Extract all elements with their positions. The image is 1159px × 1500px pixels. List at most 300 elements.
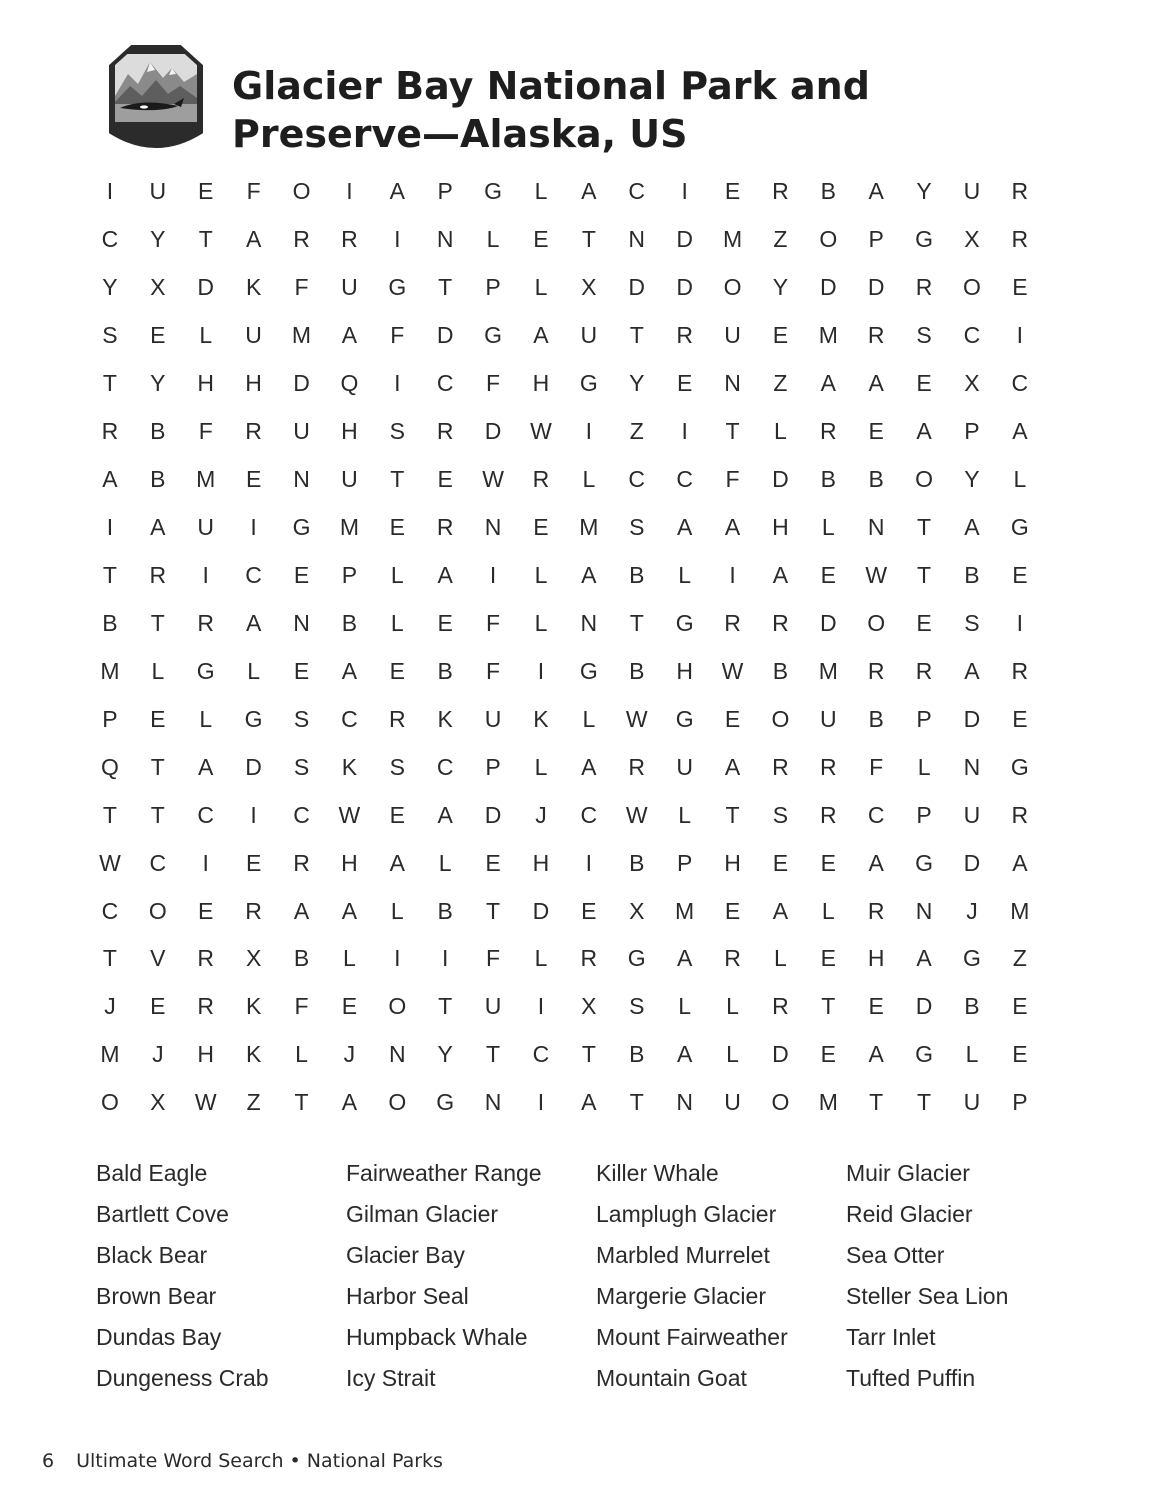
grid-letter[interactable]: R [819, 753, 837, 780]
grid-letter[interactable]: C [341, 705, 358, 732]
grid-letter[interactable]: A [245, 609, 262, 636]
grid-letter[interactable]: T [917, 1089, 932, 1116]
grid-letter[interactable]: E [1012, 1041, 1028, 1068]
grid-letter[interactable]: G [627, 945, 646, 972]
grid-letter[interactable]: R [197, 993, 215, 1020]
grid-letter[interactable]: R [532, 466, 550, 493]
grid-letter[interactable]: A [245, 226, 262, 253]
grid-letter[interactable]: O [819, 226, 838, 253]
grid-letter[interactable]: N [436, 226, 454, 253]
grid-letter[interactable]: R [724, 945, 741, 972]
grid-letter[interactable]: L [534, 753, 548, 780]
grid-letter[interactable]: E [916, 609, 932, 636]
grid-letter[interactable]: B [629, 849, 645, 876]
grid-letter[interactable]: E [724, 178, 741, 205]
grid-letter[interactable]: K [533, 705, 549, 732]
grid-letter[interactable]: T [917, 561, 932, 588]
grid-letter[interactable]: Z [773, 226, 788, 253]
grid-letter[interactable]: P [1012, 1089, 1028, 1116]
grid-letter[interactable]: L [774, 945, 787, 972]
grid-letter[interactable]: Q [101, 753, 119, 780]
grid-letter[interactable]: Z [773, 370, 788, 397]
grid-letter[interactable]: C [580, 801, 598, 828]
grid-letter[interactable]: W [721, 657, 744, 684]
grid-letter[interactable]: A [581, 178, 597, 205]
grid-letter[interactable]: B [629, 657, 645, 684]
grid-letter[interactable]: S [102, 322, 118, 349]
grid-letter[interactable]: X [581, 993, 597, 1020]
grid-letter[interactable]: C [101, 897, 119, 924]
grid-letter[interactable]: M [196, 466, 216, 493]
grid-letter[interactable]: M [339, 514, 359, 541]
grid-letter[interactable]: P [916, 705, 932, 732]
grid-letter[interactable]: G [436, 1089, 455, 1116]
grid-letter[interactable]: D [676, 274, 693, 301]
grid-letter[interactable]: T [102, 945, 117, 972]
grid-letter[interactable]: C [149, 849, 167, 876]
grid-letter[interactable]: E [245, 849, 262, 876]
grid-letter[interactable]: W [99, 849, 121, 876]
grid-letter[interactable]: D [293, 370, 310, 397]
grid-letter[interactable]: G [484, 178, 503, 205]
grid-letter[interactable]: I [394, 945, 401, 972]
grid-letter[interactable]: N [293, 609, 310, 636]
grid-letter[interactable]: R [772, 753, 789, 780]
grid-letter[interactable]: G [388, 274, 407, 301]
grid-letter[interactable]: O [148, 897, 167, 924]
grid-letter[interactable]: B [102, 609, 118, 636]
grid-letter[interactable]: G [292, 514, 311, 541]
grid-letter[interactable]: G [915, 849, 934, 876]
grid-letter[interactable]: L [1013, 466, 1027, 493]
grid-letter[interactable]: B [341, 609, 358, 636]
grid-letter[interactable]: G [915, 1041, 934, 1068]
grid-letter[interactable]: X [150, 274, 166, 301]
grid-letter[interactable]: A [341, 1089, 358, 1116]
grid-letter[interactable]: A [1012, 418, 1028, 445]
grid-letter[interactable]: B [437, 897, 453, 924]
grid-letter[interactable]: U [963, 801, 981, 828]
grid-letter[interactable]: C [676, 466, 693, 493]
grid-letter[interactable]: A [581, 1089, 597, 1116]
grid-letter[interactable]: T [629, 609, 644, 636]
grid-letter[interactable]: M [579, 514, 599, 541]
grid-letter[interactable]: D [867, 274, 885, 301]
grid-letter[interactable]: K [245, 1041, 262, 1068]
grid-letter[interactable]: M [291, 322, 312, 349]
grid-letter[interactable]: S [629, 514, 645, 541]
grid-letter[interactable]: D [772, 1041, 789, 1068]
grid-letter[interactable]: F [725, 466, 740, 493]
grid-letter[interactable]: E [1012, 705, 1028, 732]
grid-letter[interactable]: I [537, 993, 545, 1020]
grid-letter[interactable]: N [915, 897, 933, 924]
grid-letter[interactable]: T [629, 1089, 644, 1116]
grid-letter[interactable]: T [869, 1089, 884, 1116]
grid-letter[interactable]: U [963, 178, 981, 205]
grid-letter[interactable]: T [486, 897, 501, 924]
grid-letter[interactable]: C [436, 370, 454, 397]
grid-letter[interactable]: W [482, 466, 504, 493]
grid-letter[interactable]: B [868, 705, 884, 732]
grid-letter[interactable]: B [964, 993, 980, 1020]
grid-letter[interactable]: L [343, 945, 356, 972]
grid-letter[interactable]: R [676, 322, 693, 349]
grid-letter[interactable]: R [436, 418, 454, 445]
grid-letter[interactable]: A [437, 561, 453, 588]
grid-letter[interactable]: U [149, 178, 167, 205]
grid-letter[interactable]: D [532, 897, 550, 924]
grid-letter[interactable]: B [964, 561, 980, 588]
grid-letter[interactable]: R [915, 657, 933, 684]
grid-letter[interactable]: D [819, 609, 837, 636]
grid-letter[interactable]: P [485, 274, 501, 301]
grid-letter[interactable]: A [868, 370, 884, 397]
grid-letter[interactable]: A [581, 753, 597, 780]
grid-letter[interactable]: J [966, 897, 978, 924]
grid-letter[interactable]: Q [340, 370, 359, 397]
grid-letter[interactable]: M [818, 1089, 838, 1116]
grid-letter[interactable]: A [868, 178, 884, 205]
grid-letter[interactable]: R [772, 178, 789, 205]
grid-letter[interactable]: U [724, 1089, 741, 1116]
grid-letter[interactable]: W [625, 705, 648, 732]
grid-letter[interactable]: R [724, 609, 741, 636]
grid-letter[interactable]: Y [772, 274, 789, 301]
grid-letter[interactable]: E [198, 897, 214, 924]
grid-letter[interactable]: A [293, 897, 310, 924]
grid-letter[interactable]: Y [964, 466, 980, 493]
grid-letter[interactable]: R [436, 514, 454, 541]
grid-letter[interactable]: H [532, 370, 550, 397]
grid-letter[interactable]: E [820, 945, 836, 972]
grid-letter[interactable]: A [772, 897, 789, 924]
grid-letter[interactable]: H [867, 945, 885, 972]
grid-letter[interactable]: O [388, 993, 407, 1020]
grid-letter[interactable]: R [580, 945, 598, 972]
grid-letter[interactable]: H [197, 1041, 215, 1068]
grid-letter[interactable]: L [774, 418, 787, 445]
grid-letter[interactable]: T [294, 1089, 309, 1116]
grid-letter[interactable]: J [104, 993, 116, 1020]
grid-letter[interactable]: I [394, 226, 401, 253]
grid-letter[interactable]: A [916, 418, 932, 445]
grid-letter[interactable]: R [341, 226, 358, 253]
grid-letter[interactable]: P [485, 753, 501, 780]
grid-letter[interactable]: R [293, 849, 310, 876]
grid-letter[interactable]: T [438, 993, 453, 1020]
grid-letter[interactable]: A [533, 322, 549, 349]
grid-letter[interactable]: R [628, 753, 646, 780]
grid-letter[interactable]: A [916, 945, 932, 972]
grid-letter[interactable]: R [772, 993, 789, 1020]
grid-letter[interactable]: C [101, 226, 119, 253]
grid-letter[interactable]: K [245, 993, 262, 1020]
grid-letter[interactable]: B [150, 466, 166, 493]
grid-letter[interactable]: L [247, 657, 261, 684]
grid-letter[interactable]: G [244, 705, 263, 732]
grid-letter[interactable]: S [629, 993, 645, 1020]
grid-letter[interactable]: E [868, 418, 884, 445]
grid-letter[interactable]: E [1012, 274, 1028, 301]
grid-letter[interactable]: N [388, 1041, 406, 1068]
grid-letter[interactable]: E [389, 801, 405, 828]
grid-letter[interactable]: W [865, 561, 888, 588]
grid-letter[interactable]: H [724, 849, 741, 876]
grid-letter[interactable]: I [202, 561, 209, 588]
grid-letter[interactable]: N [724, 370, 741, 397]
grid-letter[interactable]: H [676, 657, 693, 684]
grid-letter[interactable]: H [245, 370, 262, 397]
grid-letter[interactable]: X [964, 226, 980, 253]
grid-letter[interactable]: R [915, 274, 933, 301]
grid-letter[interactable]: R [245, 897, 262, 924]
grid-letter[interactable]: G [1010, 514, 1029, 541]
grid-letter[interactable]: T [581, 226, 596, 253]
grid-letter[interactable]: R [149, 561, 167, 588]
grid-letter[interactable]: G [675, 705, 694, 732]
grid-letter[interactable]: P [964, 418, 980, 445]
grid-letter[interactable]: M [1010, 897, 1030, 924]
grid-letter[interactable]: E [389, 514, 405, 541]
grid-letter[interactable]: R [867, 897, 885, 924]
grid-letter[interactable]: I [250, 801, 257, 828]
grid-letter[interactable]: L [151, 657, 165, 684]
grid-letter[interactable]: I [585, 849, 593, 876]
grid-letter[interactable]: E [533, 514, 549, 541]
grid-letter[interactable]: R [293, 226, 310, 253]
grid-letter[interactable]: F [486, 370, 501, 397]
grid-letter[interactable]: S [964, 609, 980, 636]
grid-letter[interactable]: X [581, 274, 597, 301]
grid-letter[interactable]: Y [916, 178, 932, 205]
grid-letter[interactable]: L [390, 897, 404, 924]
grid-letter[interactable]: E [581, 897, 597, 924]
grid-letter[interactable]: T [581, 1041, 596, 1068]
grid-letter[interactable]: E [772, 849, 789, 876]
grid-letter[interactable]: X [245, 945, 262, 972]
grid-letter[interactable]: A [150, 514, 166, 541]
grid-letter[interactable]: C [245, 561, 262, 588]
grid-letter[interactable]: A [341, 657, 358, 684]
grid-letter[interactable]: B [629, 1041, 645, 1068]
grid-letter[interactable]: E [533, 226, 549, 253]
grid-letter[interactable]: J [343, 1041, 356, 1068]
grid-letter[interactable]: E [724, 705, 741, 732]
grid-letter[interactable]: I [681, 178, 688, 205]
grid-letter[interactable]: N [484, 514, 502, 541]
grid-letter[interactable]: A [964, 657, 980, 684]
grid-letter[interactable]: A [389, 849, 405, 876]
grid-letter[interactable]: H [197, 370, 215, 397]
grid-letter[interactable]: C [1011, 370, 1029, 397]
grid-letter[interactable]: O [771, 705, 790, 732]
grid-letter[interactable]: E [868, 993, 884, 1020]
grid-letter[interactable]: D [197, 274, 215, 301]
grid-letter[interactable]: D [436, 322, 454, 349]
grid-letter[interactable]: I [250, 514, 257, 541]
grid-letter[interactable]: A [437, 801, 453, 828]
grid-letter[interactable]: Z [629, 418, 644, 445]
grid-letter[interactable]: O [101, 1089, 119, 1116]
grid-letter[interactable]: G [675, 609, 694, 636]
grid-letter[interactable]: X [629, 897, 645, 924]
grid-letter[interactable]: B [820, 466, 836, 493]
grid-letter[interactable]: O [915, 466, 934, 493]
grid-letter[interactable]: E [724, 897, 741, 924]
grid-letter[interactable]: N [580, 609, 598, 636]
grid-letter[interactable]: L [390, 561, 404, 588]
grid-letter[interactable]: R [1011, 657, 1029, 684]
grid-letter[interactable]: E [293, 657, 310, 684]
grid-letter[interactable]: L [199, 322, 213, 349]
grid-letter[interactable]: O [771, 1089, 790, 1116]
grid-letter[interactable]: U [341, 466, 358, 493]
grid-letter[interactable]: L [199, 705, 213, 732]
grid-letter[interactable]: N [676, 1089, 693, 1116]
grid-letter[interactable]: N [628, 226, 646, 253]
grid-letter[interactable]: E [772, 322, 789, 349]
grid-letter[interactable]: D [628, 274, 646, 301]
grid-letter[interactable]: M [100, 657, 120, 684]
grid-letter[interactable]: B [868, 466, 884, 493]
grid-letter[interactable]: E [485, 849, 501, 876]
grid-letter[interactable]: E [820, 561, 836, 588]
grid-letter[interactable]: U [245, 322, 262, 349]
grid-letter[interactable]: T [102, 801, 117, 828]
grid-letter[interactable]: U [293, 418, 310, 445]
grid-letter[interactable]: O [867, 609, 886, 636]
grid-letter[interactable]: U [484, 705, 502, 732]
grid-letter[interactable]: U [819, 705, 837, 732]
grid-letter[interactable]: T [102, 370, 117, 397]
grid-letter[interactable]: P [868, 226, 884, 253]
grid-letter[interactable]: E [1012, 993, 1028, 1020]
grid-letter[interactable]: E [245, 466, 262, 493]
grid-letter[interactable]: B [820, 178, 836, 205]
grid-letter[interactable]: M [100, 1041, 120, 1068]
grid-letter[interactable]: A [868, 849, 884, 876]
grid-letter[interactable]: L [295, 1041, 308, 1068]
grid-letter[interactable]: T [150, 753, 165, 780]
grid-letter[interactable]: F [198, 418, 213, 445]
grid-letter[interactable]: L [582, 705, 596, 732]
grid-letter[interactable]: N [484, 1089, 502, 1116]
grid-letter[interactable]: D [772, 466, 789, 493]
grid-letter[interactable]: L [821, 514, 835, 541]
grid-letter[interactable]: F [294, 993, 309, 1020]
grid-letter[interactable]: I [1016, 609, 1024, 636]
grid-letter[interactable]: E [341, 993, 358, 1020]
grid-letter[interactable]: W [625, 801, 648, 828]
grid-letter[interactable]: A [198, 753, 214, 780]
grid-letter[interactable]: G [484, 322, 503, 349]
grid-letter[interactable]: A [1012, 849, 1028, 876]
grid-letter[interactable]: E [150, 993, 166, 1020]
grid-letter[interactable]: L [678, 993, 692, 1020]
grid-letter[interactable]: A [676, 945, 693, 972]
grid-letter[interactable]: P [437, 178, 453, 205]
grid-letter[interactable]: T [821, 993, 836, 1020]
grid-letter[interactable]: D [915, 993, 933, 1020]
grid-letter[interactable]: D [676, 226, 693, 253]
grid-letter[interactable]: B [437, 657, 453, 684]
grid-letter[interactable]: P [676, 849, 693, 876]
grid-letter[interactable]: J [152, 1041, 164, 1068]
grid-letter[interactable]: G [1010, 753, 1029, 780]
grid-letter[interactable]: T [438, 274, 453, 301]
grid-letter[interactable]: C [867, 801, 885, 828]
grid-letter[interactable]: I [441, 945, 449, 972]
grid-letter[interactable]: L [534, 178, 548, 205]
grid-letter[interactable]: I [1016, 322, 1024, 349]
grid-letter[interactable]: Z [1012, 945, 1027, 972]
grid-letter[interactable]: E [150, 705, 166, 732]
grid-letter[interactable]: M [722, 226, 743, 253]
grid-letter[interactable]: G [579, 370, 598, 397]
grid-letter[interactable]: S [772, 801, 789, 828]
grid-letter[interactable]: L [390, 609, 404, 636]
grid-letter[interactable]: L [486, 226, 500, 253]
grid-letter[interactable]: T [917, 514, 932, 541]
grid-letter[interactable]: K [341, 753, 358, 780]
grid-letter[interactable]: R [245, 418, 262, 445]
grid-letter[interactable]: D [484, 801, 502, 828]
grid-letter[interactable]: F [486, 945, 501, 972]
grid-letter[interactable]: Z [246, 1089, 261, 1116]
grid-letter[interactable]: F [390, 322, 405, 349]
grid-letter[interactable]: H [341, 849, 358, 876]
grid-letter[interactable]: T [486, 1041, 501, 1068]
grid-letter[interactable]: W [530, 418, 552, 445]
grid-letter[interactable]: R [197, 609, 215, 636]
grid-letter[interactable]: A [820, 370, 836, 397]
grid-letter[interactable]: C [197, 801, 215, 828]
grid-letter[interactable]: E [293, 561, 310, 588]
grid-letter[interactable]: R [388, 705, 406, 732]
grid-letter[interactable]: E [1012, 561, 1028, 588]
grid-letter[interactable]: Y [150, 226, 166, 253]
grid-letter[interactable]: K [245, 274, 262, 301]
grid-letter[interactable]: A [341, 322, 358, 349]
grid-letter[interactable]: T [198, 226, 213, 253]
grid-letter[interactable]: L [438, 849, 452, 876]
grid-letter[interactable]: F [869, 753, 884, 780]
grid-letter[interactable]: H [532, 849, 550, 876]
grid-letter[interactable]: C [628, 178, 646, 205]
grid-letter[interactable]: I [537, 1089, 545, 1116]
grid-letter[interactable]: D [819, 274, 837, 301]
grid-letter[interactable]: C [628, 466, 646, 493]
grid-letter[interactable]: R [867, 657, 885, 684]
grid-letter[interactable]: O [388, 1089, 407, 1116]
grid-letter[interactable]: S [293, 705, 310, 732]
grid-letter[interactable]: S [916, 322, 932, 349]
grid-letter[interactable]: N [963, 753, 981, 780]
grid-letter[interactable]: L [821, 897, 835, 924]
grid-letter[interactable]: A [772, 561, 789, 588]
grid-letter[interactable]: D [963, 705, 981, 732]
grid-letter[interactable]: U [963, 1089, 981, 1116]
grid-letter[interactable]: Y [629, 370, 645, 397]
grid-letter[interactable]: Y [437, 1041, 453, 1068]
grid-letter[interactable]: I [585, 418, 593, 445]
grid-letter[interactable]: O [292, 178, 311, 205]
grid-letter[interactable]: O [963, 274, 981, 301]
grid-letter[interactable]: F [486, 657, 501, 684]
grid-letter[interactable]: A [102, 466, 118, 493]
grid-letter[interactable]: J [535, 801, 547, 828]
